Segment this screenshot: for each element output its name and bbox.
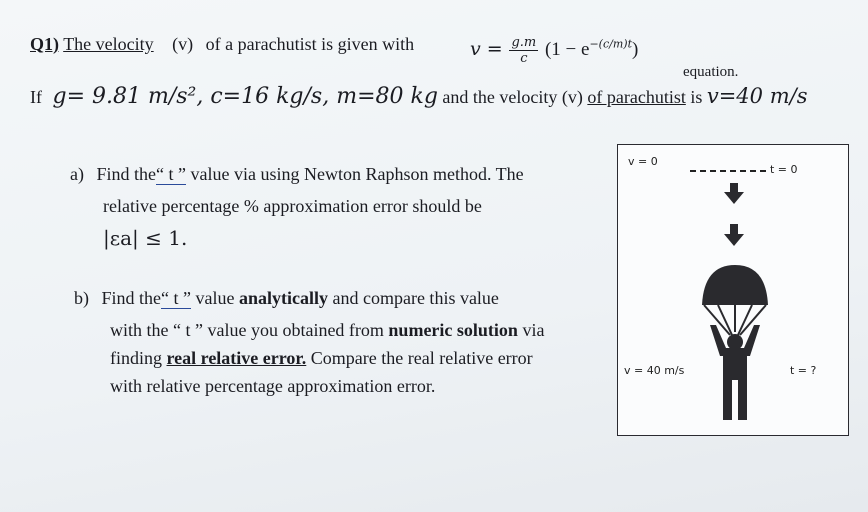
figure-v-bottom: v = 40 m/s [624,364,685,377]
part-b-numeric-solution: numeric solution [388,320,518,340]
velocity-equation [470,36,638,65]
part-b-line-3 [110,348,533,369]
part-b-find-the: Find the [101,288,162,308]
part-b-line-2-c: via [522,320,545,340]
part-b-value-word: value [195,288,235,308]
equation-close-paren: ) [632,38,639,60]
question-target-velocity: v=40 m/s [706,84,808,108]
figure-v-top: v = 0 [628,155,658,168]
figure-dashed-line [690,170,766,172]
question-is: is [690,87,703,107]
part-b-real-relative-error: real relative error. [166,348,307,368]
question-number: Q1) [30,34,59,54]
part-b-label: b) [74,288,89,308]
part-a-t-value: “ t ” [156,164,186,184]
equation-rhs: (1 − e [544,38,590,60]
equation-exponent: −(c/m)t [589,37,632,51]
equation-fraction-denominator: c [520,51,528,66]
question-v-symbol: (v) [172,34,194,54]
part-a-error-condition: |εa| ≤ 1. [103,226,188,250]
equation-fraction [509,36,538,65]
part-b-finding: finding [110,348,162,368]
question-if: If [30,87,42,107]
question-mid-text: and the velocity (v) [442,87,583,107]
part-a-line-1 [70,164,524,185]
equation-lhs: v = [470,37,503,60]
question-intro-text: of a parachutist is given with [205,34,415,54]
figure-t-bottom: t = ? [790,364,817,377]
parachutist-person [710,325,760,420]
part-b-line-3-c: Compare the real relative error [310,348,533,368]
question-of-parachutist: of parachutist [587,87,686,107]
question-parameters: g= 9.81 m/s², c=16 kg/s, m=80 kg [52,84,438,109]
part-b-line-2 [110,320,544,341]
equation-fraction-numerator: g.m [511,35,537,50]
part-b-line-1-rest: and compare this value [332,288,499,308]
question-line-2 [30,84,807,109]
part-b-line-4: with relative percentage approximation error. [110,376,436,396]
part-b-t-value: “ t ” [161,288,191,308]
parachutist-illustration [690,180,800,425]
question-line-1 [30,34,414,55]
part-b-line-1 [74,288,499,309]
question-velocity-text: The velocity [63,34,154,54]
part-a-line-1-rest: value via using Newton Raphson method. The [190,164,524,184]
figure-t-top: t = 0 [770,163,798,176]
part-a-line-2: relative percentage % approximation error should be [103,196,482,216]
part-a-label: a) [70,164,84,184]
part-b-line-2-a: with the “ t ” value you obtained from [110,320,384,340]
down-arrow-icon [724,224,744,246]
part-a-find-the: Find the [96,164,156,184]
down-arrow-icon [724,183,744,204]
equation-word: equation. [683,64,739,80]
parachute-canopy [702,265,768,305]
part-b-analytically: analytically [238,288,328,308]
